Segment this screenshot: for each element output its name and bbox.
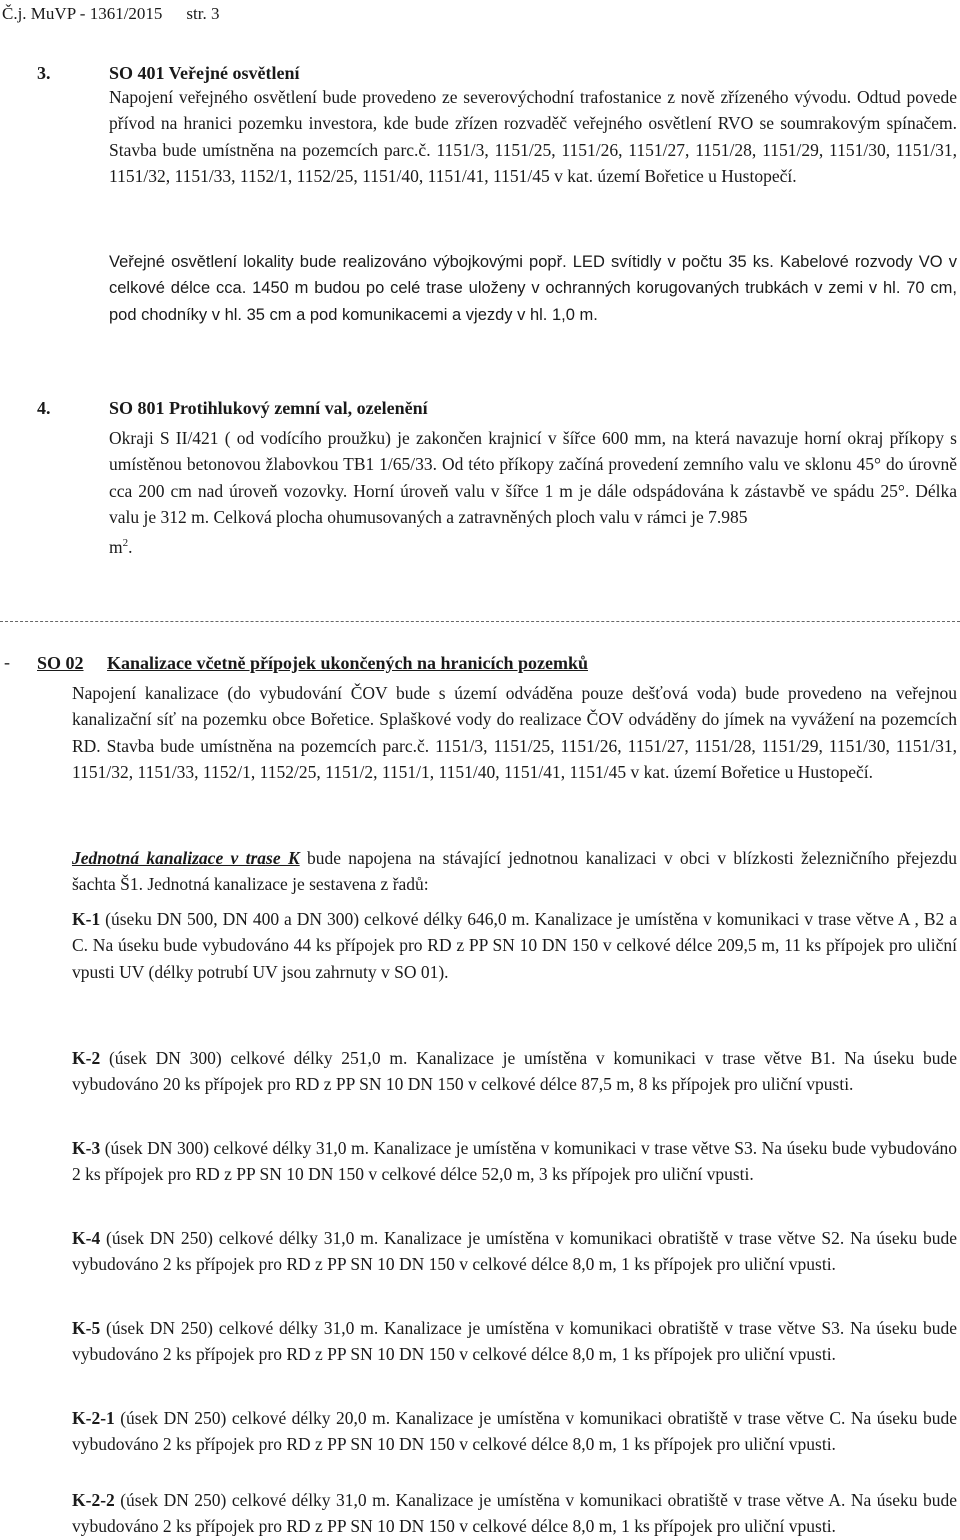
item-k-5 [72,1315,957,1368]
item-k-2-1-text: (úsek DN 250) celkové délky 20,0 m. Kanalizace je umístěna v komunikaci obratiště v trase větve C. Na úseku bude vybudováno 2 ks přípojek pro RD z PP SN 10 DN 150 v celkové délce 8,0 m, 1 ks přípojek pro uliční vpusti. [72,1408,957,1455]
so02-paragraph-1: Napojení kanalizace (do vybudování ČOV bude s území odváděna pouze dešťová voda) bude provedeno na veřejnou kanalizační síť na pozemku obce Bořetice. Splaškové vody do realizace ČOV odváděny do jímek na vyvážení na pozemcích RD. Stavba bude umístněna na pozemcích parc.č. 1151/3, 1151/25, 1151/26, 1151/27, 1151/28, 1151/29, 1151/30, 1151/31, 1151/32, 1151/33, 1152/1, 1152/25, 1151/2, 1151/1, 1151/40, 1151/41, 1151/45 v kat. území Bořetice u Hustopečí. [72,683,957,782]
item-k-4-code: K-4 [72,1228,101,1248]
section-4-title: SO 801 Protihlukový zemní val, ozelenění [109,398,428,418]
item-k-1-code: K-1 [72,909,101,929]
list-dash: - [4,652,10,672]
item-k-2-2 [72,1487,957,1540]
section-4-text: Okraji S II/421 ( od vodícího proužku) je zakončen krajnicí v šířce 600 mm, na která navazuje horní okraj příkopy s umístěnou betonovou žlabovkou TB1 1/65/33. Od této příkopy začíná provedení zemního valu ve sklonu 45° do úrovně cca 200 cm nad úroveň vozovky. Horní úroveň valu v šířce 1 m je dále odspádována k zástavbě ve spádu 25°. Délka valu je 312 m. Celková plocha ohumusovaných a zatravněných ploch valu v rámci je 7.985 [109,428,957,527]
item-k-2-text: (úsek DN 300) celkové délky 251,0 m. Kanalizace je umístěna v komunikaci v trase větve B1. Na úseku bude vybudováno 20 ks přípojek pro RD z PP SN 10 DN 150 v celkové délce 87,5 m, 8 ks přípojek pro uliční vpusti. [72,1048,957,1095]
item-k-4-text: (úsek DN 250) celkové délky 31,0 m. Kanalizace je umístěna v komunikaci obratiště v trase větve S2. Na úseku bude vybudováno 2 ks přípojek pro RD z PP SN 10 DN 150 v celkové délce 8,0 m, 1 ks přípojek pro uliční vpusti. [72,1228,957,1275]
section-4-heading [37,397,428,419]
section-3-number: 3. [37,63,51,83]
section-4-end: . [128,537,133,558]
so02-paragraph-2 [72,845,957,898]
item-k-1-text: (úseku DN 500, DN 400 a DN 300) celkové délky 646,0 m. Kanalizace je umístěna v komunikaci v trase větve A , B2 a C. Na úseku bude vybudováno 44 ks přípojek pro RD z PP SN 10 DN 150 v celkové délce 209,5 m, 11 ks přípojek pro uliční vpusti UV (délky potrubí UV jsou zahrnuty v SO 01). [72,909,957,982]
item-k-3 [72,1135,957,1188]
item-k-4 [72,1225,957,1278]
section-3-paragraph-1: Napojení veřejného osvětlení bude provedeno ze severovýchodní trafostanice z nově zřízeného vývodu. Odtud povede přívod na hranici pozemku investora, kde bude zřízen rozvaděč veřejného osvětlení RVO se soumrakovým spínačem. Stavba bude umístněna na pozemcích parc.č. 1151/3, 1151/25, 1151/26, 1151/27, 1151/28, 1151/29, 1151/30, 1151/31, 1151/32, 1151/33, 1152/1, 1152/25, 1151/40, 1151/41, 1151/45 v kat. území Bořetice u Hustopečí. [109,87,957,186]
section-3-paragraph-2: Veřejné osvětlení lokality bude realizováno výbojkovými popř. LED svítidly v počtu 35 ks. Kabelové rozvody VO v celkové délce cca. 1450 m budou po celé trase uloženy v ochranných korugovaných trubkách v zemi v hl. 70 cm, pod chodníky v hl. 35 cm a pod komunikacemi a vjezdy v hl. 1,0 m. [109,253,957,324]
item-k-5-text: (úsek DN 250) celkové délky 31,0 m. Kanalizace je umístěna v komunikaci obratiště v trase větve S3. Na úseku bude vybudováno 2 ks přípojek pro RD z PP SN 10 DN 150 v celkové délce 8,0 m, 1 ks přípojek pro uliční vpusti. [72,1318,957,1365]
so02-paragraph-2-lead: Jednotná kanalizace v trase K [72,848,300,868]
item-k-2-2-code: K-2-2 [72,1490,115,1510]
item-k-3-text: (úsek DN 300) celkové délky 31,0 m. Kanalizace je umístěna v komunikaci v trase větve S3. Na úseku bude vybudováno 2 ks přípojek pro RD z PP SN 10 DN 150 v celkové délce 52,0 m, 3 ks přípojek pro uliční vpusti. [72,1138,957,1185]
document-reference: Č.j. MuVP - 1361/2015 [2,4,163,23]
section-divider [0,621,960,622]
page-number: str. 3 [186,4,220,23]
item-k-2-1-code: K-2-1 [72,1408,115,1428]
area-unit: m [109,537,123,558]
section-3-title: SO 401 Veřejné osvětlení [109,63,300,83]
area-unit-exponent: 2 [122,537,129,550]
so02-title: Kanalizace včetně přípojek ukončených na hranicích pozemků [107,653,588,673]
section-4-number: 4. [37,398,51,418]
section-3-heading [37,62,300,84]
item-k-5-code: K-5 [72,1318,101,1338]
item-k-2-1 [72,1405,957,1458]
page-header [2,4,219,24]
item-k-3-code: K-3 [72,1138,101,1158]
section-4-paragraph [109,425,957,560]
so02-heading [37,652,588,674]
item-k-2 [72,1045,957,1098]
item-k-2-2-text: (úsek DN 250) celkové délky 31,0 m. Kanalizace je umístěna v komunikaci obratiště v trase větve A. Na úseku bude vybudováno 2 ks přípojek pro RD z PP SN 10 DN 150 v celkové délce 8,0 m, 1 ks přípojek pro uliční vpusti. [72,1490,957,1537]
so02-paragraph-2-text: bude napojena na stávající jednotnou kanalizaci v obci v blízkosti železničního přejezdu šachta Š1. Jednotná kanalizace je sestavena z řadů: [72,848,958,895]
item-k-1 [72,906,957,985]
item-k-2-code: K-2 [72,1048,101,1068]
so02-code: SO 02 [37,653,84,673]
